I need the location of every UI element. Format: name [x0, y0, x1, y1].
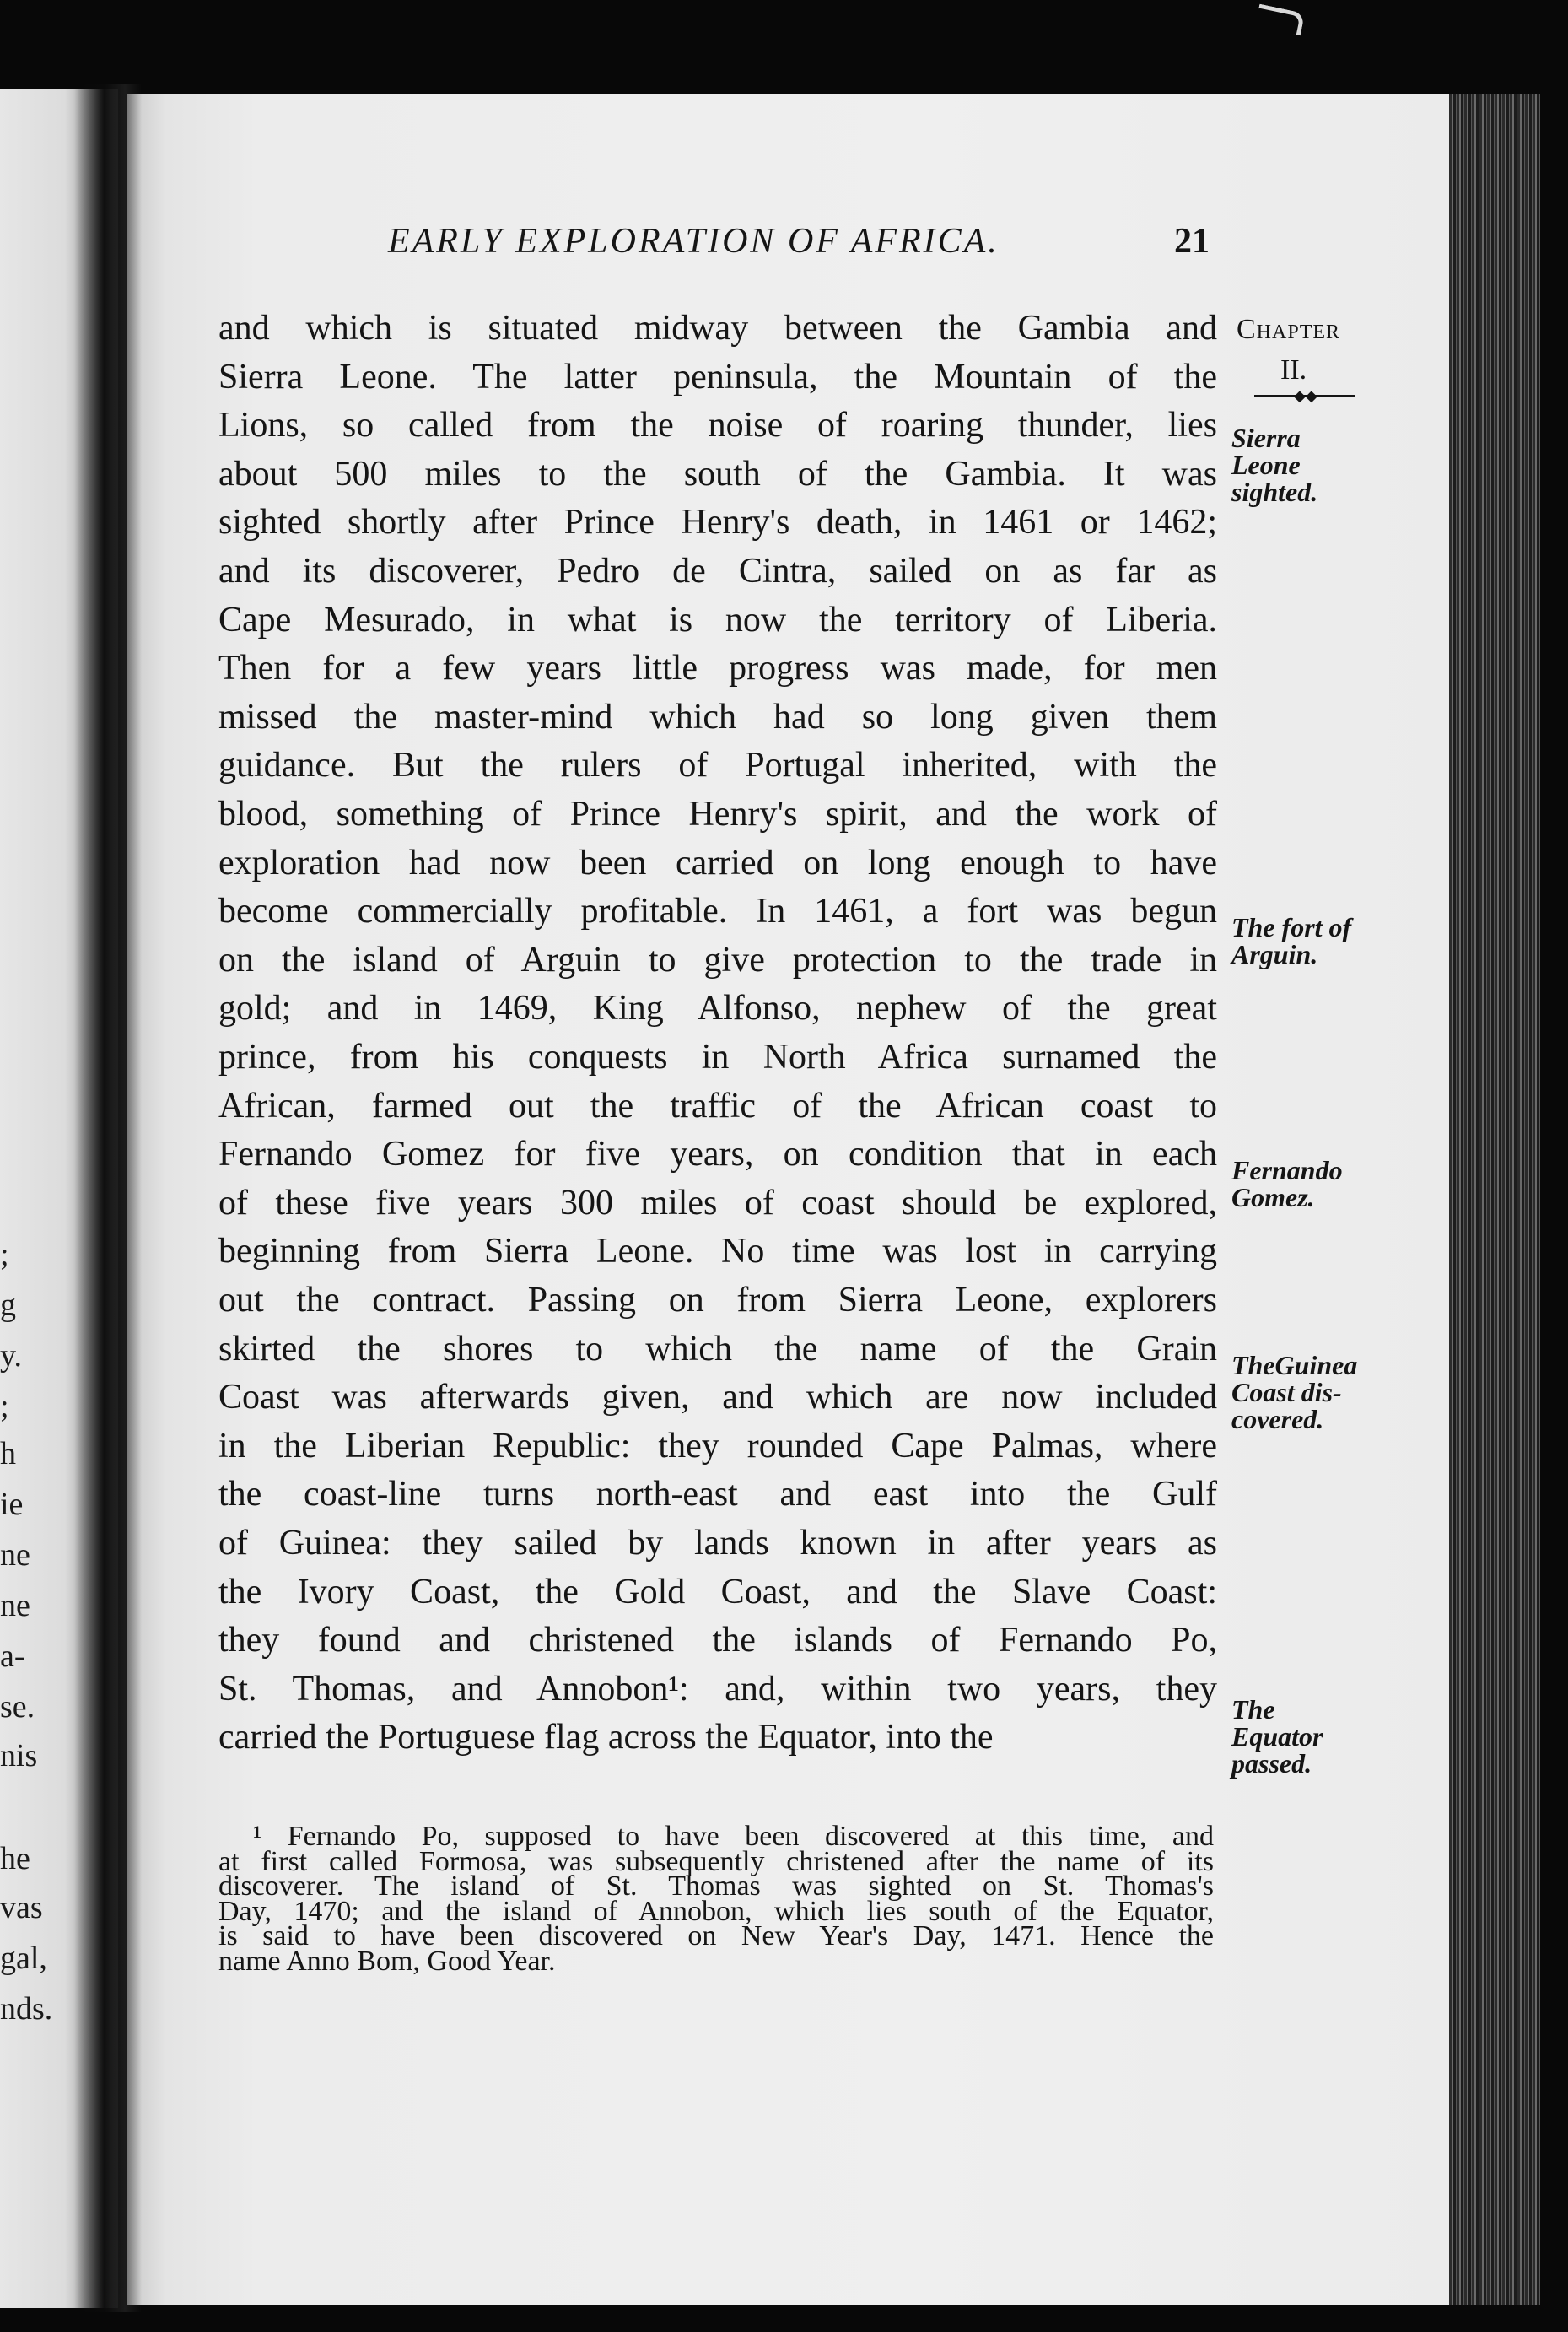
body-line: exploration had now been carried on long enough to have: [218, 843, 1217, 883]
body-line: Cape Mesurado, in what is now the territory of Liberia.: [218, 600, 1217, 640]
body-line: Coast was afterwards given, and which are now included: [218, 1378, 1217, 1417]
side-note-guinea-coast: TheGuinea Coast dis- covered.: [1231, 1350, 1358, 1434]
left-page-fragment: h: [0, 1436, 16, 1471]
left-page-fragment: g: [0, 1287, 16, 1323]
left-page-fragment: ne: [0, 1537, 30, 1573]
side-note-equator-passed: The Equator passed.: [1231, 1694, 1323, 1779]
page-gutter-shadow: [74, 84, 142, 2312]
body-line: of Guinea: they sailed by lands known in after years as: [218, 1524, 1217, 1563]
left-page-fragment: ;: [0, 1389, 9, 1424]
body-line: gold; and in 1469, King Alfonso, nephew of the great: [218, 989, 1217, 1028]
page-stack-edges: [1449, 94, 1540, 2305]
left-page-fragment: se.: [0, 1689, 35, 1725]
footnote-line: Day, 1470; and the island of Annobon, which lies south of the Equator,: [218, 1895, 1214, 1927]
left-page-fragment: vas: [0, 1890, 43, 1925]
footnote-line: at first called Formosa, was subsequently christened after the name of its: [218, 1845, 1214, 1877]
body-line: Then for a few years little progress was made, for men: [218, 649, 1217, 688]
body-line: the Ivory Coast, the Gold Coast, and the Slave Coast:: [218, 1572, 1217, 1611]
running-header: EARLY EXPLORATION OF AFRICA.: [388, 222, 1000, 261]
left-page-fragment: gal,: [0, 1941, 47, 1976]
body-line: in the Liberian Republic: they rounded Cape Palmas, where: [218, 1426, 1217, 1466]
scan-corner-mark: [1255, 4, 1305, 36]
body-line: Sierra Leone. The latter peninsula, the Mountain of the: [218, 357, 1217, 397]
body-line: Lions, so called from the noise of roaring thunder, lies: [218, 406, 1217, 445]
body-line: prince, from his conquests in North Africa surnamed the: [218, 1038, 1217, 1077]
footnote-line: discoverer. The island of St. Thomas was sighted on St. Thomas's: [218, 1870, 1214, 1902]
footnote-line: is said to have been discovered on New Year's Day, 1471. Hence the: [218, 1920, 1214, 1951]
left-page-fragment: he: [0, 1841, 30, 1876]
body-line: guidance. But the rulers of Portugal inherited, with the: [218, 746, 1217, 785]
side-note-sierra-leone: Sierra Leone sighted.: [1231, 423, 1318, 507]
body-line: St. Thomas, and Annobon¹: and, within two years, they: [218, 1669, 1217, 1709]
footnote-line: ¹ Fernando Po, supposed to have been discovered at this time, and: [253, 1821, 1214, 1852]
left-page-fragment: ;: [0, 1237, 9, 1272]
left-page-fragment: ie: [0, 1487, 24, 1522]
body-line: of these five years 300 miles of coast should be explored,: [218, 1183, 1217, 1223]
body-line: African, farmed out the traffic of the African coast to: [218, 1086, 1217, 1126]
body-line: missed the master-mind which had so long given them: [218, 697, 1217, 737]
body-line: about 500 miles to the south of the Gambia. It was: [218, 454, 1217, 494]
page-number: 21: [1174, 222, 1210, 261]
body-line: become commercially profitable. In 1461, a fort was begun: [218, 892, 1217, 931]
body-line: they found and christened the islands of Fernando Po,: [218, 1621, 1217, 1660]
body-line: beginning from Sierra Leone. No time was lost in carrying: [218, 1232, 1217, 1271]
body-line: on the island of Arguin to give protection to the trade in: [218, 940, 1217, 980]
left-page-fragment: a-: [0, 1638, 25, 1674]
chapter-label: Chapter: [1237, 314, 1341, 345]
side-note-fort-of-arguin: The fort of Arguin.: [1231, 912, 1352, 969]
chapter-number: II.: [1280, 354, 1307, 386]
body-line: and which is situated midway between the Gambia and: [218, 309, 1217, 348]
left-page-fragment: nds.: [0, 1991, 53, 2027]
body-line: sighted shortly after Prince Henry's death, in 1461 or 1462;: [218, 503, 1217, 543]
body-line: and its discoverer, Pedro de Cintra, sailed on as far as: [218, 552, 1217, 591]
body-line: blood, something of Prince Henry's spirit, and the work of: [218, 795, 1217, 834]
body-line: carried the Portuguese flag across the Equator, into the: [218, 1718, 994, 1757]
body-line: Fernando Gomez for five years, on condition that in each: [218, 1135, 1217, 1174]
chapter-rule-ornament: ◆◆: [1294, 387, 1317, 404]
body-line: out the contract. Passing on from Sierra Leone, explorers: [218, 1281, 1217, 1320]
footnote-line: name Anno Bom, Good Year.: [218, 1945, 556, 1977]
body-line: skirted the shores to which the name of the Grain: [218, 1329, 1217, 1368]
side-note-fernando-gomez: Fernando Gomez.: [1231, 1155, 1343, 1212]
body-line: the coast-line turns north-east and east into the Gulf: [218, 1475, 1217, 1514]
left-page-fragment: nis: [0, 1738, 38, 1773]
left-page-fragment: y.: [0, 1338, 23, 1374]
left-page-fragment: ne: [0, 1588, 30, 1623]
